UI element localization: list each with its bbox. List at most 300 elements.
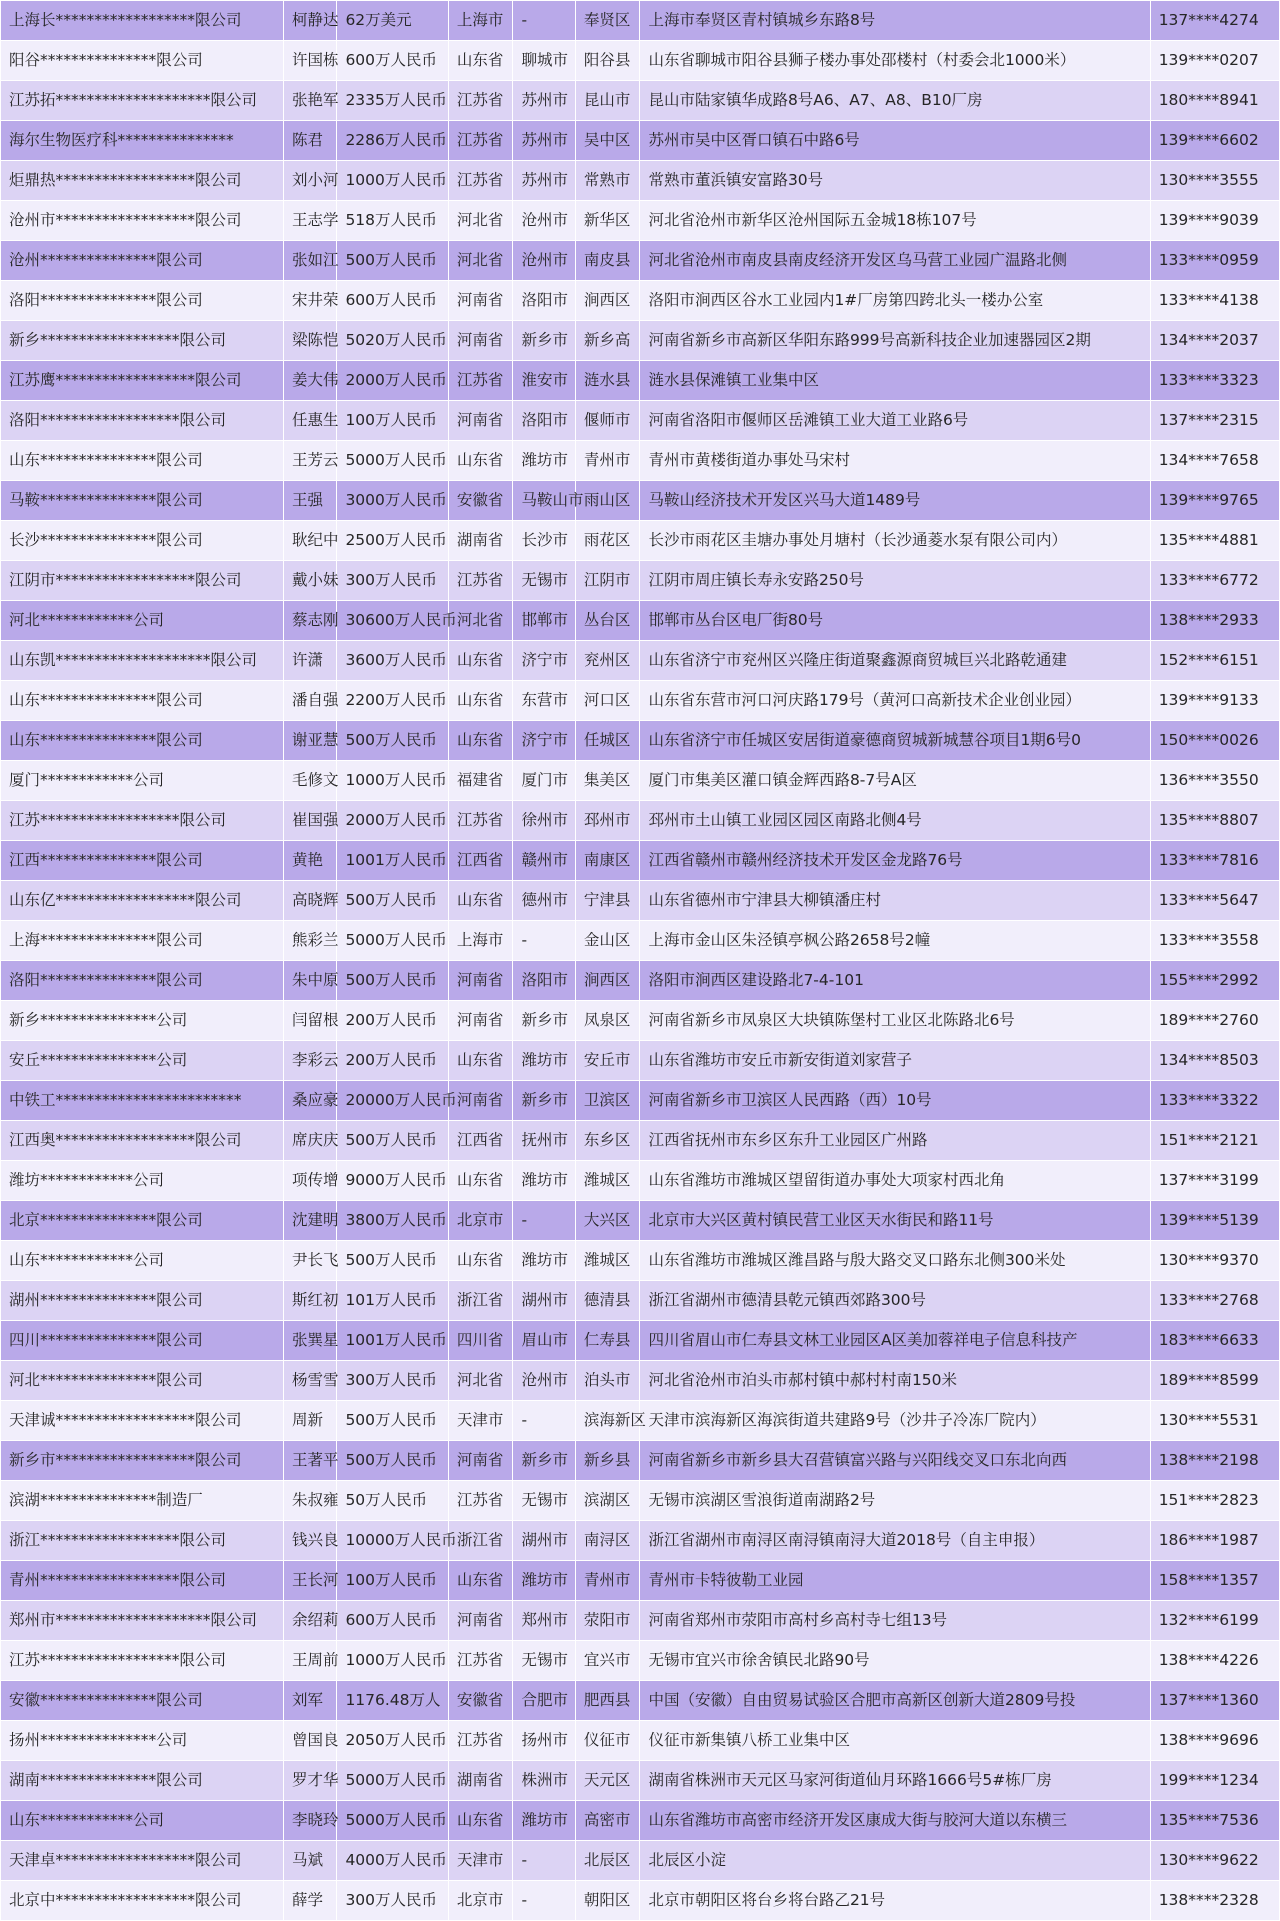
company-name-cell: 长沙***************限公司: [1, 521, 284, 561]
district-cell: 金山区: [575, 921, 640, 961]
phone-cell: 134****2037: [1150, 321, 1279, 361]
city-cell: 马鞍山市: [513, 481, 575, 521]
province-cell: 浙江省: [448, 1281, 513, 1321]
company-name-cell: 新乡******************限公司: [1, 321, 284, 361]
phone-cell: 133****7816: [1150, 841, 1279, 881]
registered-capital-cell: 518万人民币: [337, 201, 448, 241]
phone-cell: 155****2992: [1150, 961, 1279, 1001]
phone-cell: 139****6602: [1150, 121, 1279, 161]
legal-person-cell: 许潇: [283, 641, 336, 681]
company-name-cell: 山东***************限公司: [1, 681, 284, 721]
city-cell: 厦门市: [513, 761, 575, 801]
phone-cell: 137****2315: [1150, 401, 1279, 441]
address-cell: 河南省洛阳市偃师区岳滩镇工业大道工业路6号: [640, 401, 1150, 441]
table-row: [1, 201, 1280, 241]
phone-cell: 130****3555: [1150, 161, 1279, 201]
city-cell: 洛阳市: [513, 401, 575, 441]
address-cell: 洛阳市涧西区建设路北7-4-101: [640, 961, 1150, 1001]
company-name-cell: 山东************公司: [1, 1241, 284, 1281]
address-cell: 涟水县保滩镇工业集中区: [640, 361, 1150, 401]
district-cell: 天元区: [575, 1761, 640, 1801]
city-cell: -: [513, 1201, 575, 1241]
district-cell: 邳州市: [575, 801, 640, 841]
legal-person-cell: 许国栋: [283, 41, 336, 81]
address-cell: 天津市滨海新区海滨街道共建路9号（沙井子冷冻厂院内）: [640, 1401, 1150, 1441]
company-name-cell: 新乡市******************限公司: [1, 1441, 284, 1481]
phone-cell: 183****6633: [1150, 1321, 1279, 1361]
phone-cell: 139****9133: [1150, 681, 1279, 721]
address-cell: 四川省眉山市仁寿县文林工业园区A区美加蓉祥电子信息科技产: [640, 1321, 1150, 1361]
table-row: [1, 81, 1280, 121]
legal-person-cell: 戴小妹: [283, 561, 336, 601]
district-cell: 仪征市: [575, 1721, 640, 1761]
city-cell: 眉山市: [513, 1321, 575, 1361]
district-cell: 涧西区: [575, 961, 640, 1001]
company-name-cell: 江阴市******************限公司: [1, 561, 284, 601]
district-cell: 新乡县: [575, 1441, 640, 1481]
address-cell: 河北省沧州市泊头市郝村镇中郝村村南150米: [640, 1361, 1150, 1401]
phone-cell: 151****2121: [1150, 1121, 1279, 1161]
province-cell: 天津市: [448, 1841, 513, 1881]
registered-capital-cell: 300万人民币: [337, 561, 448, 601]
table-row: [1, 361, 1280, 401]
legal-person-cell: 王志学: [283, 201, 336, 241]
province-cell: 湖南省: [448, 521, 513, 561]
company-name-cell: 河北************公司: [1, 601, 284, 641]
table-row: [1, 1721, 1280, 1761]
company-name-cell: 扬州***************公司: [1, 1721, 284, 1761]
district-cell: 泊头市: [575, 1361, 640, 1401]
phone-cell: 139****9039: [1150, 201, 1279, 241]
city-cell: 新乡市: [513, 321, 575, 361]
legal-person-cell: 马斌: [283, 1841, 336, 1881]
district-cell: 南浔区: [575, 1521, 640, 1561]
address-cell: 山东省济宁市兖州区兴隆庄街道聚鑫源商贸城巨兴北路乾通建: [640, 641, 1150, 681]
table-row: [1, 921, 1280, 961]
province-cell: 河南省: [448, 1081, 513, 1121]
district-cell: 青州市: [575, 1561, 640, 1601]
table-row: [1, 1361, 1280, 1401]
city-cell: 沧州市: [513, 1361, 575, 1401]
city-cell: 苏州市: [513, 81, 575, 121]
phone-cell: 135****8807: [1150, 801, 1279, 841]
address-cell: 常熟市董浜镇安富路30号: [640, 161, 1150, 201]
district-cell: 仁寿县: [575, 1321, 640, 1361]
district-cell: 凤泉区: [575, 1001, 640, 1041]
phone-cell: 150****0026: [1150, 721, 1279, 761]
address-cell: 马鞍山经济技术开发区兴马大道1489号: [640, 481, 1150, 521]
table-row: [1, 1201, 1280, 1241]
table-row: [1, 721, 1280, 761]
address-cell: 河南省新乡市新乡县大召营镇富兴路与兴阳线交叉口东北向西: [640, 1441, 1150, 1481]
province-cell: 天津市: [448, 1401, 513, 1441]
legal-person-cell: 杨雪雪: [283, 1361, 336, 1401]
table-row: [1, 161, 1280, 201]
address-cell: 山东省东营市河口河庆路179号（黄河口高新技术企业创业园）: [640, 681, 1150, 721]
district-cell: 高密市: [575, 1801, 640, 1841]
province-cell: 江苏省: [448, 561, 513, 601]
province-cell: 上海市: [448, 921, 513, 961]
province-cell: 河南省: [448, 961, 513, 1001]
registered-capital-cell: 1000万人民币: [337, 161, 448, 201]
district-cell: 江阴市: [575, 561, 640, 601]
legal-person-cell: 曾国良: [283, 1721, 336, 1761]
legal-person-cell: 黄艳: [283, 841, 336, 881]
table-row: [1, 441, 1280, 481]
district-cell: 兖州区: [575, 641, 640, 681]
city-cell: 淮安市: [513, 361, 575, 401]
legal-person-cell: 桑应豪: [283, 1081, 336, 1121]
city-cell: 东营市: [513, 681, 575, 721]
district-cell: 雨山区: [575, 481, 640, 521]
city-cell: 无锡市: [513, 1641, 575, 1681]
address-cell: 上海市金山区朱泾镇亭枫公路2658号2幢: [640, 921, 1150, 961]
company-name-cell: 江苏鹰******************限公司: [1, 361, 284, 401]
registered-capital-cell: 2200万人民币: [337, 681, 448, 721]
province-cell: 浙江省: [448, 1521, 513, 1561]
phone-cell: 186****1987: [1150, 1521, 1279, 1561]
table-row: [1, 641, 1280, 681]
table-row: [1, 1, 1280, 41]
legal-person-cell: 刘军: [283, 1681, 336, 1721]
address-cell: 浙江省湖州市南浔区南浔镇南浔大道2018号（自主申报）: [640, 1521, 1150, 1561]
district-cell: 宁津县: [575, 881, 640, 921]
registered-capital-cell: 300万人民币: [337, 1881, 448, 1921]
company-name-cell: 炬鼎热******************限公司: [1, 161, 284, 201]
registered-capital-cell: 3600万人民币: [337, 641, 448, 681]
table-row: [1, 121, 1280, 161]
district-cell: 常熟市: [575, 161, 640, 201]
table-row: [1, 1801, 1280, 1841]
district-cell: 东乡区: [575, 1121, 640, 1161]
district-cell: 南皮县: [575, 241, 640, 281]
company-name-cell: 滨湖***************制造厂: [1, 1481, 284, 1521]
province-cell: 山东省: [448, 1561, 513, 1601]
district-cell: 宜兴市: [575, 1641, 640, 1681]
table-row: [1, 41, 1280, 81]
company-name-cell: 海尔生物医疗科***************: [1, 121, 284, 161]
district-cell: 荥阳市: [575, 1601, 640, 1641]
legal-person-cell: 柯静达: [283, 1, 336, 41]
legal-person-cell: 钱兴良: [283, 1521, 336, 1561]
phone-cell: 137****3199: [1150, 1161, 1279, 1201]
city-cell: 潍坊市: [513, 1161, 575, 1201]
phone-cell: 133****5647: [1150, 881, 1279, 921]
legal-person-cell: 谢亚慧: [283, 721, 336, 761]
table-row: [1, 1561, 1280, 1601]
address-cell: 河南省新乡市卫滨区人民西路（西）10号: [640, 1081, 1150, 1121]
address-cell: 厦门市集美区灌口镇金辉西路8-7号A区: [640, 761, 1150, 801]
legal-person-cell: 王芳云: [283, 441, 336, 481]
company-name-cell: 湖南***************限公司: [1, 1761, 284, 1801]
registered-capital-cell: 5000万人民币: [337, 921, 448, 961]
legal-person-cell: 宋井荣: [283, 281, 336, 321]
company-name-cell: 阳谷***************限公司: [1, 41, 284, 81]
phone-cell: 199****1234: [1150, 1761, 1279, 1801]
district-cell: 涧西区: [575, 281, 640, 321]
province-cell: 河北省: [448, 241, 513, 281]
district-cell: 吴中区: [575, 121, 640, 161]
province-cell: 江西省: [448, 841, 513, 881]
legal-person-cell: 崔国强: [283, 801, 336, 841]
table-row: [1, 601, 1280, 641]
registered-capital-cell: 62万美元: [337, 1, 448, 41]
address-cell: 山东省潍坊市潍城区潍昌路与殷大路交叉口路东北侧300米处: [640, 1241, 1150, 1281]
company-name-cell: 山东亿******************限公司: [1, 881, 284, 921]
legal-person-cell: 耿纪中: [283, 521, 336, 561]
table-row: [1, 401, 1280, 441]
phone-cell: 133****6772: [1150, 561, 1279, 601]
province-cell: 安徽省: [448, 481, 513, 521]
company-name-cell: 新乡***************公司: [1, 1001, 284, 1041]
table-row: [1, 1121, 1280, 1161]
table-row: [1, 1601, 1280, 1641]
phone-cell: 151****2823: [1150, 1481, 1279, 1521]
table-row: [1, 881, 1280, 921]
registered-capital-cell: 100万人民币: [337, 1561, 448, 1601]
registered-capital-cell: 200万人民币: [337, 1041, 448, 1081]
address-cell: 无锡市宜兴市徐舍镇民北路90号: [640, 1641, 1150, 1681]
district-cell: 任城区: [575, 721, 640, 761]
legal-person-cell: 刘小河: [283, 161, 336, 201]
district-cell: 大兴区: [575, 1201, 640, 1241]
legal-person-cell: 李彩云: [283, 1041, 336, 1081]
province-cell: 河南省: [448, 281, 513, 321]
legal-person-cell: 张艳军: [283, 81, 336, 121]
phone-cell: 130****9622: [1150, 1841, 1279, 1881]
phone-cell: 158****1357: [1150, 1561, 1279, 1601]
table-row: [1, 281, 1280, 321]
company-name-cell: 浙江******************限公司: [1, 1521, 284, 1561]
address-cell: 河北省沧州市南皮县南皮经济开发区乌马营工业园广温路北侧: [640, 241, 1150, 281]
registered-capital-cell: 5000万人民币: [337, 1801, 448, 1841]
legal-person-cell: 项传增: [283, 1161, 336, 1201]
phone-cell: 189****8599: [1150, 1361, 1279, 1401]
registered-capital-cell: 2000万人民币: [337, 801, 448, 841]
registered-capital-cell: 500万人民币: [337, 721, 448, 761]
address-cell: 北辰区小淀: [640, 1841, 1150, 1881]
phone-cell: 134****7658: [1150, 441, 1279, 481]
phone-cell: 180****8941: [1150, 81, 1279, 121]
province-cell: 江苏省: [448, 361, 513, 401]
legal-person-cell: 熊彩兰: [283, 921, 336, 961]
legal-person-cell: 尹长飞: [283, 1241, 336, 1281]
registered-capital-cell: 100万人民币: [337, 401, 448, 441]
city-cell: 苏州市: [513, 121, 575, 161]
city-cell: 潍坊市: [513, 1041, 575, 1081]
company-name-cell: 江西奥******************限公司: [1, 1121, 284, 1161]
table-row: [1, 1001, 1280, 1041]
registered-capital-cell: 500万人民币: [337, 241, 448, 281]
registered-capital-cell: 1000万人民币: [337, 1641, 448, 1681]
address-cell: 江西省抚州市东乡区东升工业园区广州路: [640, 1121, 1150, 1161]
phone-cell: 137****1360: [1150, 1681, 1279, 1721]
city-cell: -: [513, 1841, 575, 1881]
registered-capital-cell: 500万人民币: [337, 1401, 448, 1441]
legal-person-cell: 沈建明: [283, 1201, 336, 1241]
table-row: [1, 681, 1280, 721]
company-name-cell: 山东***************限公司: [1, 721, 284, 761]
province-cell: 山东省: [448, 881, 513, 921]
registered-capital-cell: 500万人民币: [337, 1121, 448, 1161]
table-row: [1, 1081, 1280, 1121]
province-cell: 河南省: [448, 1001, 513, 1041]
company-name-cell: 山东凯********************限公司: [1, 641, 284, 681]
table-row: [1, 1441, 1280, 1481]
company-name-cell: 山东***************限公司: [1, 441, 284, 481]
table-row: [1, 1401, 1280, 1441]
city-cell: 赣州市: [513, 841, 575, 881]
address-cell: 河北省沧州市新华区沧州国际五金城18栋107号: [640, 201, 1150, 241]
district-cell: 德清县: [575, 1281, 640, 1321]
province-cell: 河北省: [448, 201, 513, 241]
phone-cell: 134****8503: [1150, 1041, 1279, 1081]
province-cell: 河南省: [448, 321, 513, 361]
table-row: [1, 1521, 1280, 1561]
company-name-cell: 江苏******************限公司: [1, 1641, 284, 1681]
company-name-cell: 上海***************限公司: [1, 921, 284, 961]
company-name-cell: 山东************公司: [1, 1801, 284, 1841]
city-cell: 潍坊市: [513, 1241, 575, 1281]
city-cell: 郑州市: [513, 1601, 575, 1641]
phone-cell: 135****7536: [1150, 1801, 1279, 1841]
city-cell: 邯郸市: [513, 601, 575, 641]
phone-cell: 152****6151: [1150, 641, 1279, 681]
district-cell: 卫滨区: [575, 1081, 640, 1121]
address-cell: 青州市黄楼街道办事处马宋村: [640, 441, 1150, 481]
legal-person-cell: 李晓玲: [283, 1801, 336, 1841]
company-name-cell: 洛阳******************限公司: [1, 401, 284, 441]
registered-capital-cell: 300万人民币: [337, 1361, 448, 1401]
province-cell: 四川省: [448, 1321, 513, 1361]
city-cell: 潍坊市: [513, 1801, 575, 1841]
legal-person-cell: 张巽星: [283, 1321, 336, 1361]
table-row: [1, 1481, 1280, 1521]
legal-person-cell: 斯红初: [283, 1281, 336, 1321]
city-cell: 合肥市: [513, 1681, 575, 1721]
address-cell: 仪征市新集镇八桥工业集中区: [640, 1721, 1150, 1761]
registered-capital-cell: 2335万人民币: [337, 81, 448, 121]
table-row: [1, 561, 1280, 601]
legal-person-cell: 高晓辉: [283, 881, 336, 921]
company-name-cell: 四川***************限公司: [1, 1321, 284, 1361]
phone-cell: 133****3558: [1150, 921, 1279, 961]
registered-capital-cell: 4000万人民币: [337, 1841, 448, 1881]
company-name-cell: 郑州市********************限公司: [1, 1601, 284, 1641]
company-name-cell: 北京中******************限公司: [1, 1881, 284, 1921]
registered-capital-cell: 10000万人民币: [337, 1521, 448, 1561]
city-cell: -: [513, 921, 575, 961]
address-cell: 山东省济宁市任城区安居街道豪德商贸城新城慧谷项目1期6号0: [640, 721, 1150, 761]
legal-person-cell: 张如江: [283, 241, 336, 281]
district-cell: 偃师市: [575, 401, 640, 441]
province-cell: 山东省: [448, 1041, 513, 1081]
province-cell: 山东省: [448, 641, 513, 681]
legal-person-cell: 周新: [283, 1401, 336, 1441]
legal-person-cell: 蔡志刚: [283, 601, 336, 641]
city-cell: 德州市: [513, 881, 575, 921]
legal-person-cell: 王强: [283, 481, 336, 521]
province-cell: 山东省: [448, 681, 513, 721]
legal-person-cell: 罗才华: [283, 1761, 336, 1801]
registered-capital-cell: 30600万人民币: [337, 601, 448, 641]
table-row: [1, 1681, 1280, 1721]
registered-capital-cell: 500万人民币: [337, 1241, 448, 1281]
phone-cell: 130****5531: [1150, 1401, 1279, 1441]
company-name-cell: 安徽***************限公司: [1, 1681, 284, 1721]
company-name-cell: 江苏拓********************限公司: [1, 81, 284, 121]
registered-capital-cell: 20000万人民币: [337, 1081, 448, 1121]
district-cell: 潍城区: [575, 1161, 640, 1201]
phone-cell: 130****9370: [1150, 1241, 1279, 1281]
address-cell: 江阴市周庄镇长寿永安路250号: [640, 561, 1150, 601]
registered-capital-cell: 5000万人民币: [337, 1761, 448, 1801]
city-cell: 潍坊市: [513, 441, 575, 481]
table-row: [1, 761, 1280, 801]
province-cell: 福建省: [448, 761, 513, 801]
legal-person-cell: 潘自强: [283, 681, 336, 721]
city-cell: 新乡市: [513, 1001, 575, 1041]
phone-cell: 133****3322: [1150, 1081, 1279, 1121]
province-cell: 江苏省: [448, 1641, 513, 1681]
city-cell: 株洲市: [513, 1761, 575, 1801]
district-cell: 昆山市: [575, 81, 640, 121]
phone-cell: 133****0959: [1150, 241, 1279, 281]
legal-person-cell: 陈君: [283, 121, 336, 161]
city-cell: 洛阳市: [513, 281, 575, 321]
address-cell: 邳州市土山镇工业园区园区南路北侧4号: [640, 801, 1150, 841]
company-name-cell: 洛阳***************限公司: [1, 281, 284, 321]
legal-person-cell: 任惠生: [283, 401, 336, 441]
province-cell: 河北省: [448, 1361, 513, 1401]
phone-cell: 189****2760: [1150, 1001, 1279, 1041]
registered-capital-cell: 5020万人民币: [337, 321, 448, 361]
legal-person-cell: 朱中原: [283, 961, 336, 1001]
registered-capital-cell: 2000万人民币: [337, 361, 448, 401]
company-name-cell: 江苏******************限公司: [1, 801, 284, 841]
address-cell: 洛阳市涧西区谷水工业园内1#厂房第四跨北头一楼办公室: [640, 281, 1150, 321]
table-row: [1, 961, 1280, 1001]
table-row: [1, 1241, 1280, 1281]
phone-cell: 138****9696: [1150, 1721, 1279, 1761]
registered-capital-cell: 3000万人民币: [337, 481, 448, 521]
city-cell: -: [513, 1881, 575, 1921]
registered-capital-cell: 5000万人民币: [337, 441, 448, 481]
city-cell: 抚州市: [513, 1121, 575, 1161]
legal-person-cell: 王周前: [283, 1641, 336, 1681]
address-cell: 长沙市雨花区圭塘办事处月塘村（长沙通菱水泵有限公司内）: [640, 521, 1150, 561]
registered-capital-cell: 500万人民币: [337, 961, 448, 1001]
address-cell: 山东省潍坊市安丘市新安街道刘家营子: [640, 1041, 1150, 1081]
district-cell: 青州市: [575, 441, 640, 481]
province-cell: 河北省: [448, 601, 513, 641]
company-name-cell: 沧州***************限公司: [1, 241, 284, 281]
table-row: [1, 1841, 1280, 1881]
address-cell: 中国（安徽）自由贸易试验区合肥市高新区创新大道2809号投: [640, 1681, 1150, 1721]
city-cell: -: [513, 1401, 575, 1441]
table-row: [1, 241, 1280, 281]
address-cell: 山东省德州市宁津县大柳镇潘庄村: [640, 881, 1150, 921]
city-cell: 湖州市: [513, 1281, 575, 1321]
district-cell: 奉贤区: [575, 1, 640, 41]
city-cell: 无锡市: [513, 1481, 575, 1521]
table-row: [1, 801, 1280, 841]
province-cell: 山东省: [448, 1241, 513, 1281]
city-cell: 洛阳市: [513, 961, 575, 1001]
company-name-cell: 上海长******************限公司: [1, 1, 284, 41]
registered-capital-cell: 50万人民币: [337, 1481, 448, 1521]
legal-person-cell: 薛学: [283, 1881, 336, 1921]
